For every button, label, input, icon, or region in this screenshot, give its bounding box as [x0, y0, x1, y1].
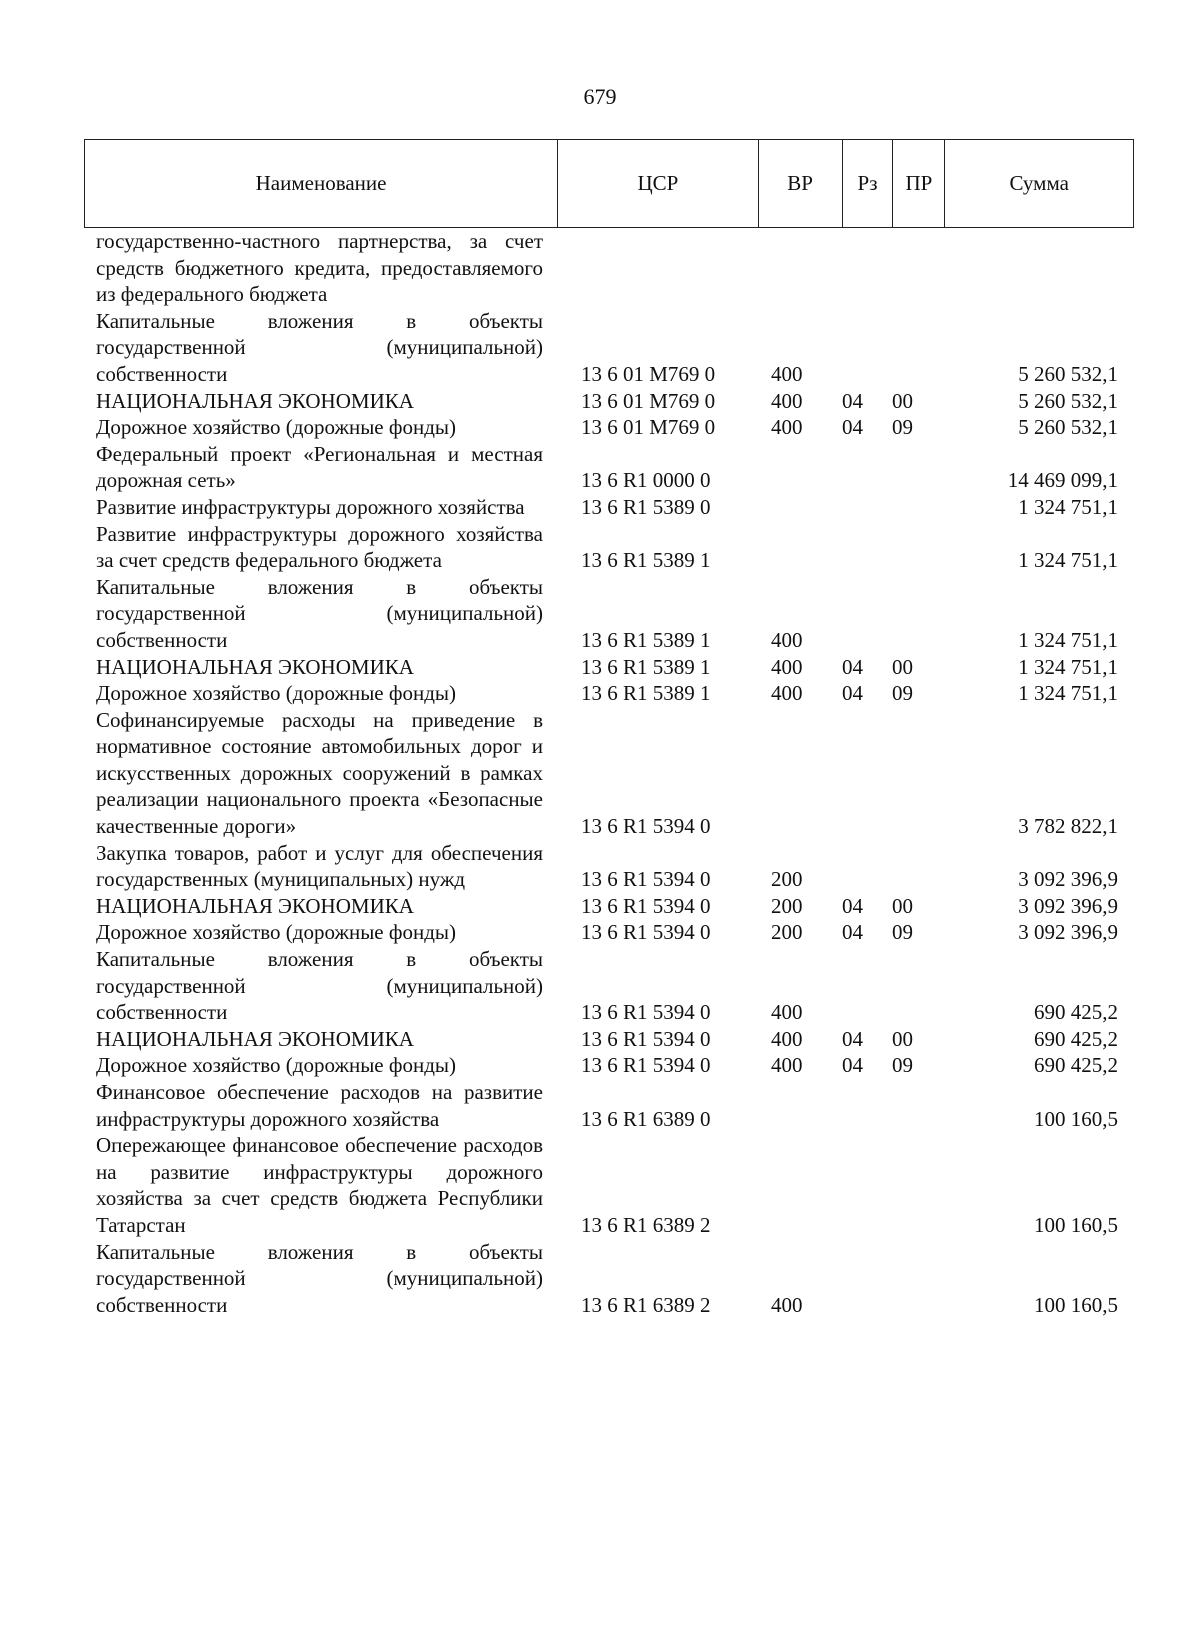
row-vr: 400	[771, 1053, 803, 1078]
table-header	[84, 139, 1134, 228]
row-csr: 13 6 R1 5394 0	[581, 814, 711, 839]
row-name: НАЦИОНАЛЬНАЯ ЭКОНОМИКА	[96, 893, 414, 918]
row-csr: 13 6 01 M769 0	[581, 388, 716, 413]
table-row	[0, 388, 1200, 415]
row-csr: 13 6 01 M769 0	[581, 361, 716, 386]
table-body	[0, 228, 1200, 1318]
row-sum: 100 160,5	[1034, 1106, 1118, 1131]
table-row	[0, 494, 1200, 521]
row-csr: 13 6 R1 5389 1	[581, 548, 711, 573]
row-name: Развитие инфраструктуры дорожного хозяйства за счет средств федерального бюджета	[96, 521, 543, 573]
row-rz: 04	[842, 388, 863, 413]
row-vr: 400	[771, 681, 803, 706]
table-row	[0, 893, 1200, 920]
row-rz: 04	[842, 1053, 863, 1078]
table-row	[0, 680, 1200, 707]
row-csr: 13 6 R1 5394 0	[581, 1000, 711, 1025]
row-sum: 3 782 822,1	[1018, 814, 1118, 839]
row-name: Финансовое обеспечение расходов на развитие инфраструктуры дорожного хозяйства	[96, 1080, 543, 1131]
row-sum: 100 160,5	[1034, 1212, 1118, 1237]
row-name: НАЦИОНАЛЬНАЯ ЭКОНОМИКА	[96, 1026, 414, 1051]
row-sum: 1 324 751,1	[1018, 627, 1118, 652]
row-sum: 690 425,2	[1034, 1053, 1118, 1078]
row-pr: 09	[892, 681, 913, 706]
row-name: Софинансируемые расходы на приведение в нормативное состояние автомобильных дорог и искусственных дорожных сооружений в рамках реализации национального проекта «Безопасные качественные дороги»	[96, 707, 543, 839]
row-csr: 13 6 R1 6389 0	[581, 1106, 711, 1131]
table-row	[0, 919, 1200, 946]
row-vr: 400	[771, 627, 803, 652]
row-sum: 3 092 396,9	[1018, 867, 1118, 892]
table-row	[0, 1052, 1200, 1079]
table-row	[0, 1079, 1200, 1132]
table-row	[0, 414, 1200, 441]
row-csr: 13 6 R1 5389 1	[581, 627, 711, 652]
row-pr: 00	[892, 1026, 913, 1051]
row-name: Опережающее финансовое обеспечение расходов на развитие инфраструктуры дорожного хозяйства за счет средств бюджета Республики Татарстан	[96, 1133, 543, 1237]
table-row	[0, 654, 1200, 681]
table-row	[0, 707, 1200, 840]
row-csr: 13 6 R1 5394 0	[581, 893, 711, 918]
row-vr: 400	[771, 415, 803, 440]
row-rz: 04	[842, 415, 863, 440]
row-csr: 13 6 R1 6389 2	[581, 1212, 711, 1237]
header-pr: ПР	[893, 140, 945, 227]
row-sum: 14 469 099,1	[1007, 468, 1118, 493]
row-name: Капитальные вложения в объекты государственной (муниципальной) собственности	[96, 947, 543, 1025]
table-row	[0, 946, 1200, 1026]
table-row	[0, 308, 1200, 388]
row-csr: 13 6 R1 5394 0	[581, 1053, 711, 1078]
table-row	[0, 521, 1200, 574]
row-csr: 13 6 R1 5389 1	[581, 681, 711, 706]
row-csr: 13 6 R1 6389 2	[581, 1292, 711, 1317]
row-vr: 200	[771, 893, 803, 918]
row-pr: 09	[892, 415, 913, 440]
row-vr: 400	[771, 1000, 803, 1025]
row-csr: 13 6 R1 5394 0	[581, 1026, 711, 1051]
table-row	[0, 441, 1200, 494]
table-row	[0, 1239, 1200, 1319]
table-row	[0, 1026, 1200, 1053]
row-name: Капитальные вложения в объекты государственной (муниципальной) собственности	[96, 1239, 543, 1317]
row-sum: 690 425,2	[1034, 1000, 1118, 1025]
row-vr: 400	[771, 1026, 803, 1051]
row-pr: 00	[892, 893, 913, 918]
row-vr: 400	[771, 361, 803, 386]
header-name: Наименование	[85, 140, 558, 227]
row-name: Дорожное хозяйство (дорожные фонды)	[96, 920, 457, 945]
row-rz: 04	[842, 654, 863, 679]
row-vr: 400	[771, 654, 803, 679]
row-sum: 1 324 751,1	[1018, 654, 1118, 679]
row-csr: 13 6 R1 5394 0	[581, 867, 711, 892]
row-name: Дорожное хозяйство (дорожные фонды)	[96, 415, 457, 440]
table-row	[0, 840, 1200, 893]
row-vr: 400	[771, 1292, 803, 1317]
row-sum: 1 324 751,1	[1018, 681, 1118, 706]
table-row	[0, 1132, 1200, 1238]
row-pr: 09	[892, 920, 913, 945]
row-pr: 09	[892, 1053, 913, 1078]
row-vr: 200	[771, 867, 803, 892]
row-sum: 3 092 396,9	[1018, 920, 1118, 945]
row-vr: 200	[771, 920, 803, 945]
page-number: 679	[583, 84, 617, 109]
row-name: Капитальные вложения в объекты государственной (муниципальной) собственности	[96, 574, 543, 652]
row-rz: 04	[842, 920, 863, 945]
row-rz: 04	[842, 893, 863, 918]
row-name: государственно-частного партнерства, за счет средств бюджетного кредита, предоставляемого из федерального бюджета	[96, 229, 543, 307]
row-pr: 00	[892, 654, 913, 679]
row-rz: 04	[842, 681, 863, 706]
row-name: Закупка товаров, работ и услуг для обеспечения государственных (муниципальных) нужд	[96, 840, 543, 892]
row-vr: 400	[771, 388, 803, 413]
row-name: Развитие инфраструктуры дорожного хозяйства	[96, 494, 525, 519]
row-sum: 5 260 532,1	[1018, 415, 1118, 440]
row-csr: 13 6 R1 5394 0	[581, 920, 711, 945]
row-rz: 04	[842, 1026, 863, 1051]
row-sum: 5 260 532,1	[1018, 361, 1118, 386]
row-csr: 13 6 R1 5389 1	[581, 654, 711, 679]
row-sum: 1 324 751,1	[1018, 548, 1118, 573]
row-name: Федеральный проект «Региональная и местная дорожная сеть»	[96, 441, 543, 493]
header-vr: ВР	[759, 140, 843, 227]
header-csr: ЦСР	[558, 140, 759, 227]
row-name: НАЦИОНАЛЬНАЯ ЭКОНОМИКА	[96, 388, 414, 413]
row-name: Дорожное хозяйство (дорожные фонды)	[96, 1053, 457, 1078]
row-csr: 13 6 R1 0000 0	[581, 468, 711, 493]
row-name: НАЦИОНАЛЬНАЯ ЭКОНОМИКА	[96, 654, 414, 679]
row-sum: 1 324 751,1	[1018, 494, 1118, 519]
row-csr: 13 6 01 M769 0	[581, 415, 716, 440]
header-sum: Сумма	[1009, 171, 1069, 195]
header-rz: Рз	[843, 140, 894, 227]
row-pr: 00	[892, 388, 913, 413]
row-name: Дорожное хозяйство (дорожные фонды)	[96, 681, 457, 706]
table-row	[0, 228, 1200, 308]
row-name: Капитальные вложения в объекты государственной (муниципальной) собственности	[96, 308, 543, 386]
table-row	[0, 574, 1200, 654]
row-csr: 13 6 R1 5389 0	[581, 494, 711, 519]
row-sum: 5 260 532,1	[1018, 388, 1118, 413]
row-sum: 100 160,5	[1034, 1292, 1118, 1317]
row-sum: 3 092 396,9	[1018, 893, 1118, 918]
row-sum: 690 425,2	[1034, 1026, 1118, 1051]
